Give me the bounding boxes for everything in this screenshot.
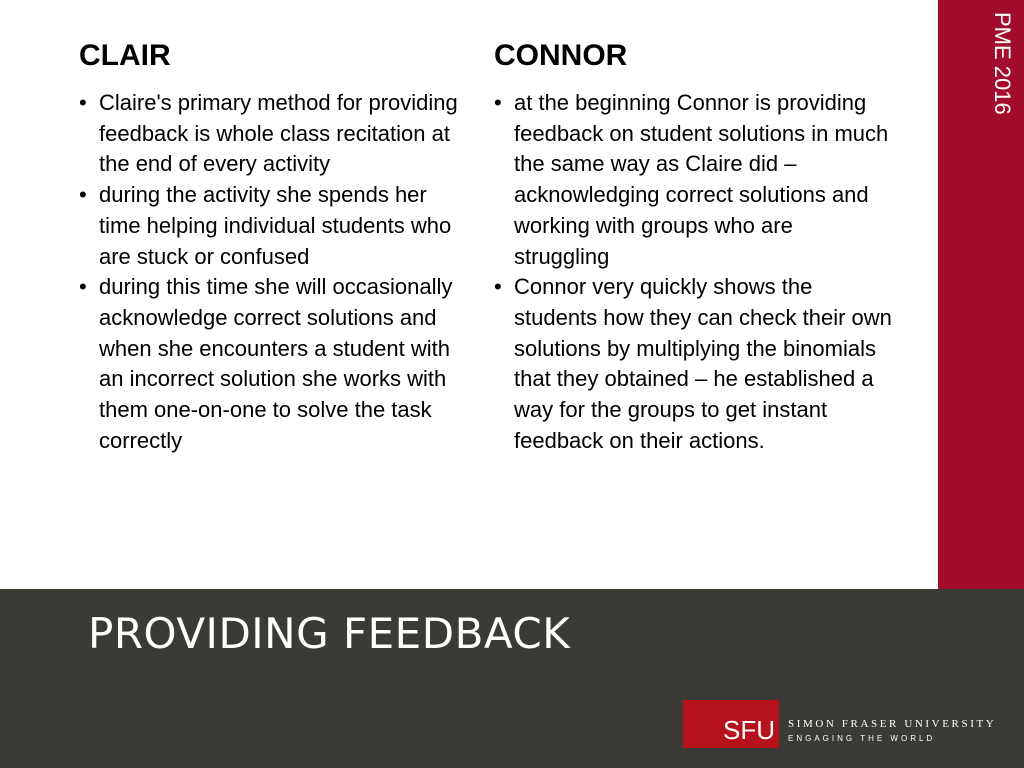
sfu-logo-text: SFU	[723, 715, 775, 745]
clair-bullet-list	[79, 88, 474, 456]
slide-title: PROVIDING FEEDBACK	[88, 609, 571, 658]
list-item: • Claire's primary method for providing feedback is whole class recitation at the end of every activity	[79, 88, 474, 180]
clair-column	[79, 38, 474, 456]
connor-heading: CONNOR	[494, 39, 628, 72]
sfu-logo-mark	[683, 700, 779, 748]
list-item: • Connor very quickly shows the students how they can check their own solutions by multiplying the binomials that they obtained – he established a way for the groups to get instant feedback on their actions.	[494, 272, 894, 456]
conference-label: PME 2016	[990, 12, 1015, 115]
list-item: • during the activity she spends her time helping individual students who are stuck or confused	[79, 180, 474, 272]
connor-bullet-list	[494, 88, 894, 456]
university-tagline: ENGAGING THE WORLD	[788, 734, 936, 743]
list-item: • during this time she will occasionally acknowledge correct solutions and when she encounters a student with an incorrect solution she works with them one-on-one to solve the task correctly	[79, 272, 474, 456]
clair-heading: CLAIR	[79, 39, 171, 72]
footer-band	[0, 589, 1024, 768]
connor-column	[494, 38, 894, 456]
university-name: SIMON FRASER UNIVERSITY	[788, 718, 997, 730]
list-item: • at the beginning Connor is providing feedback on student solutions in much the same way as Claire did – acknowledging correct solutions and working with groups who are struggling	[494, 88, 894, 272]
